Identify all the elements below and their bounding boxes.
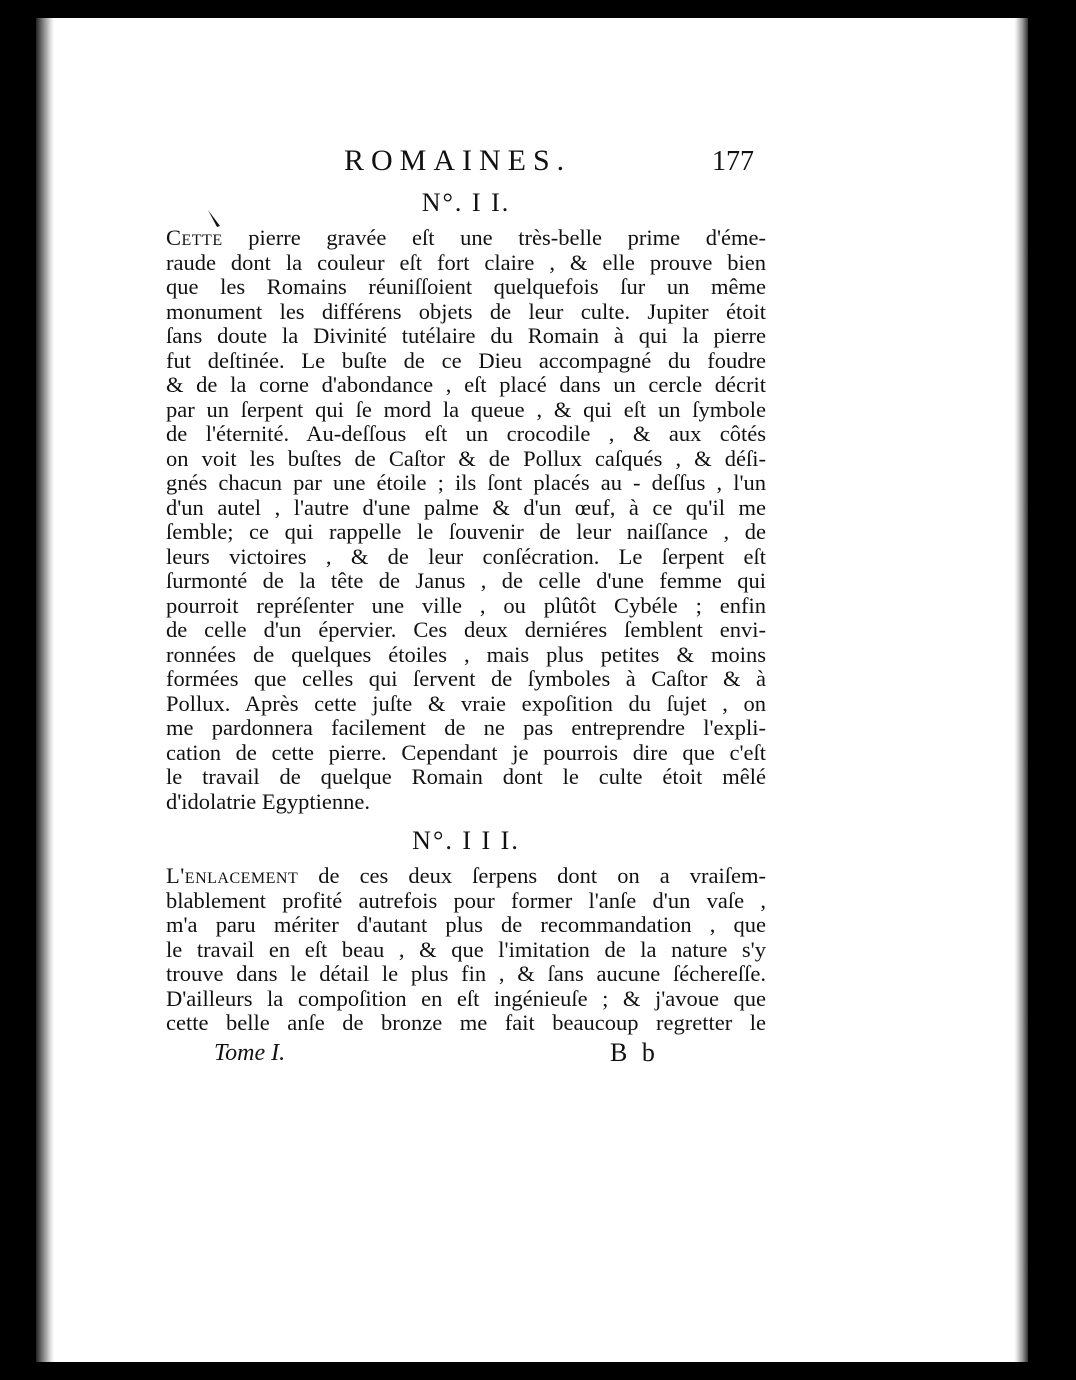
signature-mark: B b (610, 1037, 659, 1067)
paragraph-line: par un ſerpent qui ſe mord la queue , & qui eſt un ſymbole (166, 396, 766, 422)
text-block (166, 144, 766, 1070)
page-edge-shadow (1014, 18, 1028, 1362)
paragraph-line: gnés chacun par une étoile ; ils ſont placés au - deſſus , l'un (166, 470, 766, 495)
page-gutter-shadow (36, 18, 54, 1362)
paragraph-line: D'ailleurs la compoſition en eſt ingénieuſe ; & j'avoue que (166, 985, 766, 1011)
paragraph-line: d'idolatrie Egyptienne. (166, 788, 370, 814)
paragraph-line: m'a paru mériter d'autant plus de recommandation , que (166, 912, 766, 937)
paragraph-line: & de la corne d'abondance , eſt placé dans un cercle décrit (166, 372, 766, 397)
paragraph-line: de celle d'un épervier. Ces deux derniéres ſemblent envi- (166, 617, 766, 642)
paragraph-line: me pardonnera facilement de ne pas entreprendre l'expli- (166, 715, 766, 740)
volume-label: Tome I. (214, 1039, 286, 1066)
paragraph-section-3 (166, 864, 766, 1036)
paragraph-line: ronnées de quelques étoiles , mais plus petites & moins (166, 641, 766, 667)
paragraph-line: de l'éternité. Au-deſſous eſt un crocodile , & aux côtés (166, 421, 766, 446)
page-number: 177 (712, 146, 754, 177)
paragraph-line: on voit les buſtes de Caſtor & de Pollux caſqués , & déſi- (166, 445, 766, 471)
paragraph-line: ſurmonté de la tête de Janus , de celle d'une femme qui (166, 568, 766, 593)
paragraph-line: d'un autel , l'autre d'une palme & d'un œuf, à ce qu'il me (166, 494, 766, 520)
paragraph-line: le travail en eſt beau , & que l'imitation de la nature s'y (166, 936, 766, 962)
line-text: de ces deux ſerpens dont on a vraiſem- (298, 863, 766, 888)
paragraph-line: cation de cette pierre. Cependant je pourrois dire que c'eſt (166, 739, 766, 765)
paragraph-line: ſans doute la Divinité tutélaire du Romain à qui la pierre (166, 323, 766, 348)
paragraph-line: fut deſtinée. Le buſte de ce Dieu accompagné du foudre (166, 347, 766, 373)
page-footer (166, 1037, 766, 1070)
paragraph-line (166, 226, 766, 251)
paragraph-line: cette belle anſe de bronze me fait beaucoup regretter le (166, 1010, 766, 1035)
paragraph-line: le travail de quelque Romain dont le culte étoit mêlé (166, 764, 766, 789)
paragraph-section-2 (166, 226, 766, 814)
first-word: Cette (166, 225, 223, 250)
section-heading: N°. I I I. (412, 826, 520, 855)
paragraph-line: trouve dans le détail le plus fin , & ſans aucune ſéchereſſe. (166, 961, 766, 986)
paragraph-line: ſemble; ce qui rappelle le ſouvenir de leur naiſſance , de (166, 519, 766, 544)
line-text: pierre gravée eſt une très-belle prime d'éme- (222, 225, 766, 250)
running-head (166, 144, 766, 184)
paragraph-line: raude dont la couleur eſt fort claire , & elle prouve bien (166, 249, 766, 275)
paragraph-line: que les Romains réuniſſoient quelquefois ſur un même (166, 274, 766, 299)
paragraph-line: monument les différens objets de leur culte. Jupiter étoit (166, 298, 766, 324)
paragraph-line: Pollux. Après cette juſte & vraie expoſition du ſujet , on (166, 690, 766, 716)
paragraph-line: pourroit repréſenter une ville , ou plûtôt Cybéle ; enfin (166, 592, 766, 618)
book-page (36, 18, 1028, 1362)
paragraph-line: leurs victoires , & de leur conſécration. Le ſerpent eſt (166, 543, 766, 569)
paragraph-line: formées que celles qui ſervent de ſymboles à Caſtor & à (166, 666, 766, 691)
first-word: L'enlacement (166, 863, 299, 888)
running-title: ROMAINES. (344, 144, 572, 177)
section-heading: N°. I I. (421, 188, 511, 217)
paragraph-line (166, 864, 766, 889)
paragraph-line: blablement profité autrefois pour former l'anſe d'un vaſe , (166, 887, 766, 913)
